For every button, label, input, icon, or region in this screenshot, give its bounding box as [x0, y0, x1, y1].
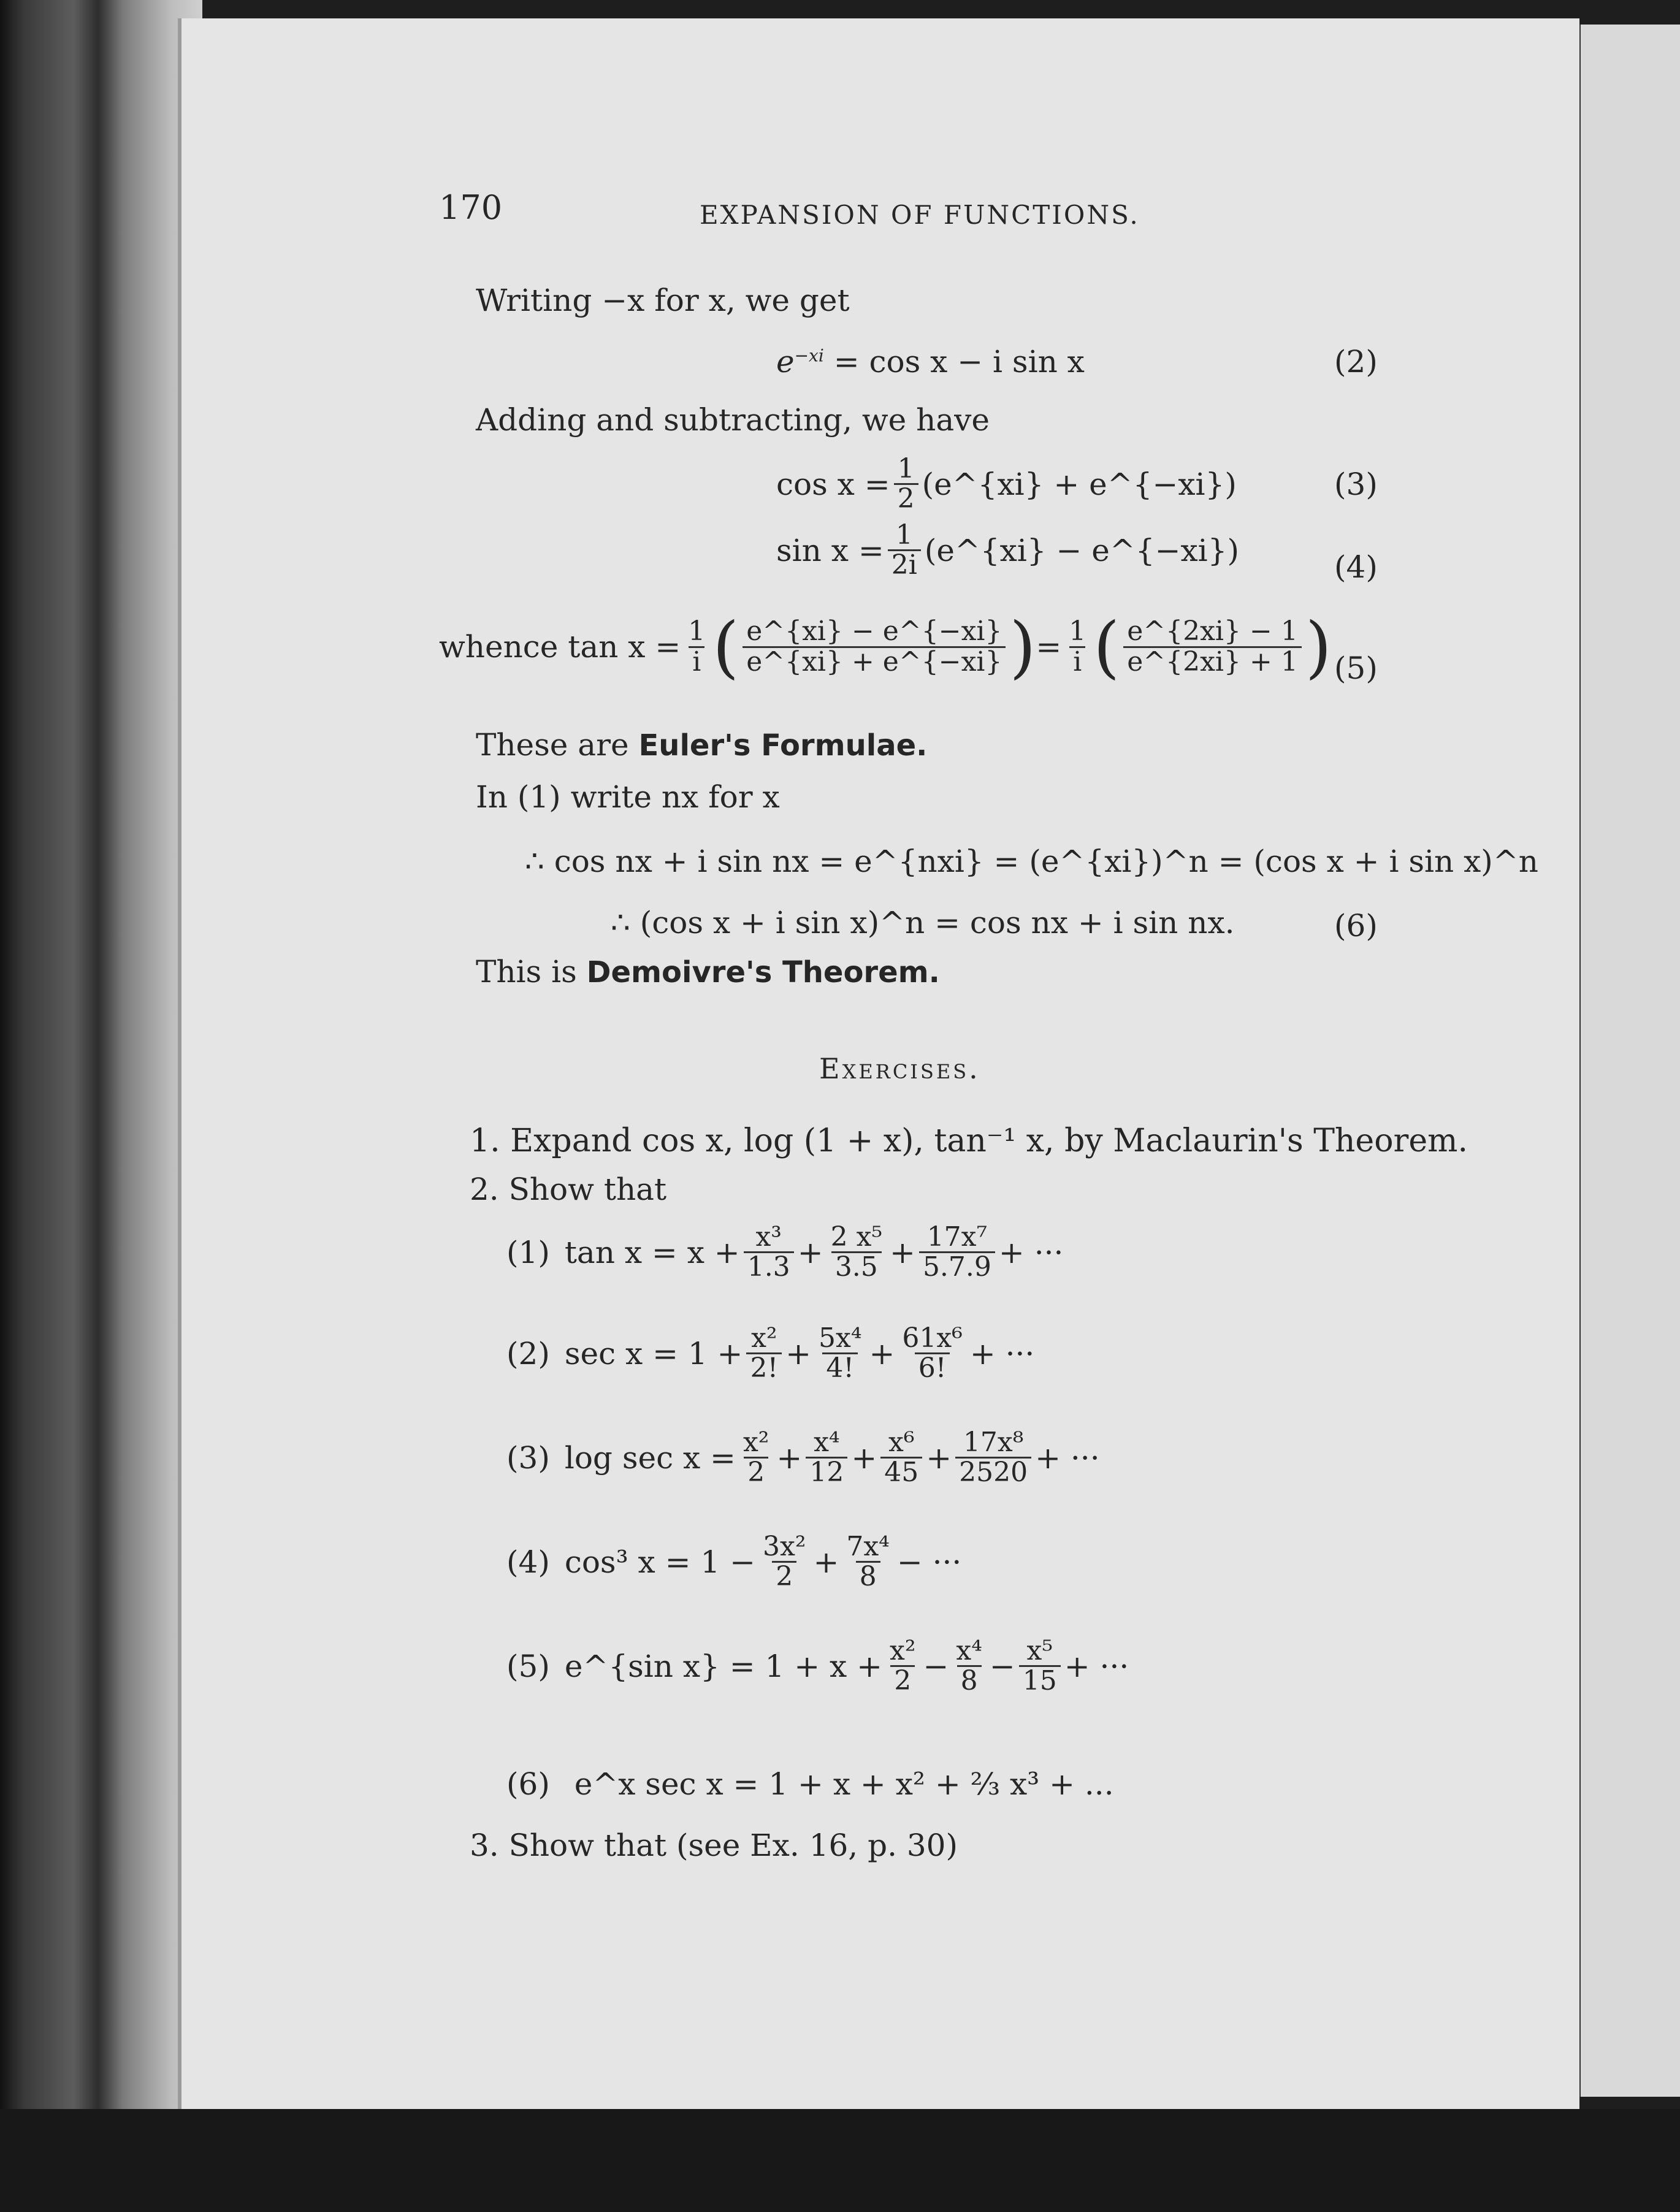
exercise-2-item	[506, 1223, 1063, 1281]
equation-number-2: (2)	[1334, 344, 1378, 379]
equation-number-6: (6)	[1334, 908, 1378, 944]
operator: + ···	[1035, 1440, 1100, 1476]
demoivre-line: This is Demoivre's Theorem.	[476, 954, 940, 990]
operator: +	[851, 1440, 877, 1476]
fraction-numerator: x²	[743, 1427, 769, 1458]
fraction-numerator: 2 x⁵	[830, 1221, 883, 1253]
fraction	[919, 1223, 995, 1281]
exercise-2-item	[506, 1533, 961, 1591]
operator: + ···	[1064, 1648, 1129, 1684]
fraction-numerator: 17x⁷	[926, 1221, 988, 1253]
operator: +	[869, 1335, 895, 1371]
fraction-numerator: x⁶	[888, 1427, 915, 1458]
fraction-numerator: x⁴	[956, 1635, 982, 1666]
operator: +	[926, 1440, 952, 1476]
page-number: 170	[439, 188, 503, 227]
operator: +	[813, 1544, 839, 1580]
fraction: $\frac{1}{i}$	[688, 616, 706, 677]
exercise-2: 2. Show that	[470, 1172, 667, 1207]
item-label: (1)	[506, 1234, 550, 1270]
exercise-1: 1. Expand cos x, log (1 + x), tan⁻¹ x, by Maclaurin's Theorem.	[470, 1123, 1468, 1159]
equation-2: $e^{-xi} = \cos x - i$ sin x	[776, 344, 1085, 379]
exercise-2-item	[506, 1428, 1100, 1487]
equation-number-4: (4)	[1334, 549, 1378, 585]
operator: +	[785, 1335, 812, 1371]
fraction: $\frac{e\^{}\{xi\} - e\^{}\{-xi\}}{e\^{}\{xi\} + e\^{}\{-xi\}}$	[743, 617, 1006, 676]
fraction-denominator: 15	[1019, 1665, 1061, 1695]
item-lhs: cos³ x = 1 −	[564, 1544, 756, 1580]
fraction-denominator: 45	[880, 1457, 922, 1487]
fraction	[739, 1428, 773, 1487]
fraction	[744, 1223, 794, 1281]
therefore-line-2: ∴ (cos x + i sin x)^n = cos nx + i sin nx.	[611, 905, 1235, 940]
fraction-denominator: 5.7.9	[919, 1251, 995, 1281]
fraction-denominator: 8	[957, 1665, 982, 1695]
operator: +	[797, 1234, 823, 1270]
equation-5: whence tan x = $\frac{1}{i}$ ( $\frac{e\^{}\{xi\} - e\^{}\{-xi\}}{e\^{}\{xi\} + e\^{}\{-xi\}}$ ) = $\frac{1}{i}$ ( $\frac{e\^{}\{2xi\} - 1}{e\^{}\{2xi\} + 1}$ )	[439, 608, 1332, 686]
fraction-numerator: x²	[890, 1635, 916, 1666]
fraction-numerator: x³	[755, 1221, 782, 1253]
fraction-numerator: x⁵	[1026, 1635, 1053, 1666]
euler-line: These are Euler's Formulae.	[476, 727, 928, 763]
equation-number-3: (3)	[1334, 467, 1378, 502]
fraction-denominator: 2520	[955, 1457, 1031, 1487]
operator: −	[989, 1648, 1015, 1684]
fraction-denominator: 2	[772, 1561, 796, 1591]
exercise-2-item	[506, 1324, 1034, 1382]
writing-line: Writing −x for x, we get	[476, 283, 850, 318]
exercise-2-item	[506, 1637, 1129, 1695]
fraction-denominator: 2	[744, 1457, 768, 1487]
adding-line: Adding and subtracting, we have	[476, 402, 990, 438]
item-lhs: e^{sin x} = 1 + x +	[564, 1648, 883, 1684]
fraction	[898, 1324, 966, 1382]
book-page	[178, 18, 1579, 2109]
operator: +	[776, 1440, 803, 1476]
fraction-denominator: 2!	[746, 1352, 782, 1382]
fraction-denominator: 4!	[822, 1352, 858, 1382]
operator: − ···	[896, 1544, 962, 1580]
fraction	[842, 1533, 893, 1591]
item-lhs: sec x = 1 +	[564, 1335, 743, 1371]
fraction-denominator: 2	[890, 1665, 915, 1695]
scan-bottom-edge	[0, 2109, 1680, 2212]
fraction	[806, 1428, 847, 1487]
fraction	[827, 1223, 886, 1281]
equation-number-5: (5)	[1334, 650, 1378, 686]
running-title: EXPANSION OF FUNCTIONS.	[700, 200, 1140, 230]
fraction: $\frac{1}{2}$	[894, 455, 918, 513]
exercises-heading: Exercises.	[819, 1052, 980, 1085]
item-label: (4)	[506, 1544, 550, 1580]
fraction	[955, 1428, 1031, 1487]
operator: −	[923, 1648, 949, 1684]
equation-4: sin x = $\frac{1}{2i}$ (e^{xi} − e^{−xi})	[776, 519, 1239, 581]
therefore-line-1: ∴ cos nx + i sin nx = e^{nxi} = (e^{xi})^n = (cos x + i sin x)^n	[525, 844, 1538, 879]
item-lhs: tan x = x +	[564, 1234, 740, 1270]
equation-3: cos x = $\frac{1}{2}$ (e^{xi} + e^{−xi})	[776, 453, 1237, 515]
fraction	[1019, 1637, 1061, 1695]
exercise-3: 3. Show that (see Ex. 16, p. 30)	[470, 1828, 958, 1863]
fraction-numerator: 17x⁸	[963, 1427, 1024, 1458]
operator: +	[890, 1234, 915, 1270]
fraction-denominator: 3.5	[831, 1251, 882, 1281]
in-1-line: In (1) write nx for x	[476, 779, 780, 815]
fraction: $\frac{e\^{}\{2xi\} - 1}{e\^{}\{2xi\} + 1}$	[1123, 617, 1302, 676]
fraction	[759, 1533, 809, 1591]
fraction-denominator: 6!	[915, 1352, 950, 1382]
fraction-numerator: 61x⁶	[902, 1322, 963, 1354]
operator: + ···	[998, 1234, 1064, 1270]
fraction-numerator: 5x⁴	[819, 1322, 862, 1354]
fraction	[886, 1637, 919, 1695]
facing-page	[1576, 25, 1680, 2097]
item-label: (3)	[506, 1440, 550, 1476]
item-label: (2)	[506, 1335, 550, 1371]
fraction-numerator: 3x²	[763, 1531, 806, 1562]
item-label: (5)	[506, 1648, 550, 1684]
fraction-numerator: 7x⁴	[846, 1531, 890, 1562]
fraction	[746, 1324, 782, 1382]
item-lhs: log sec x =	[564, 1440, 736, 1476]
fraction-numerator: x²	[751, 1322, 777, 1354]
exercise-2-item-6: (6) e^x sec x = 1 + x + x² + ⅔ x³ + ...	[506, 1766, 1114, 1802]
fraction	[880, 1428, 922, 1487]
fraction	[815, 1324, 865, 1382]
fraction-denominator: 1.3	[744, 1251, 794, 1281]
fraction-denominator: 8	[856, 1561, 880, 1591]
fraction: $\frac{1}{2i}$	[888, 521, 921, 579]
fraction-numerator: x⁴	[814, 1427, 840, 1458]
fraction-denominator: 12	[806, 1457, 847, 1487]
fraction	[952, 1637, 985, 1695]
book-edge-left	[0, 0, 202, 2212]
operator: + ···	[969, 1335, 1035, 1371]
fraction: $\frac{1}{i}$	[1069, 616, 1086, 677]
